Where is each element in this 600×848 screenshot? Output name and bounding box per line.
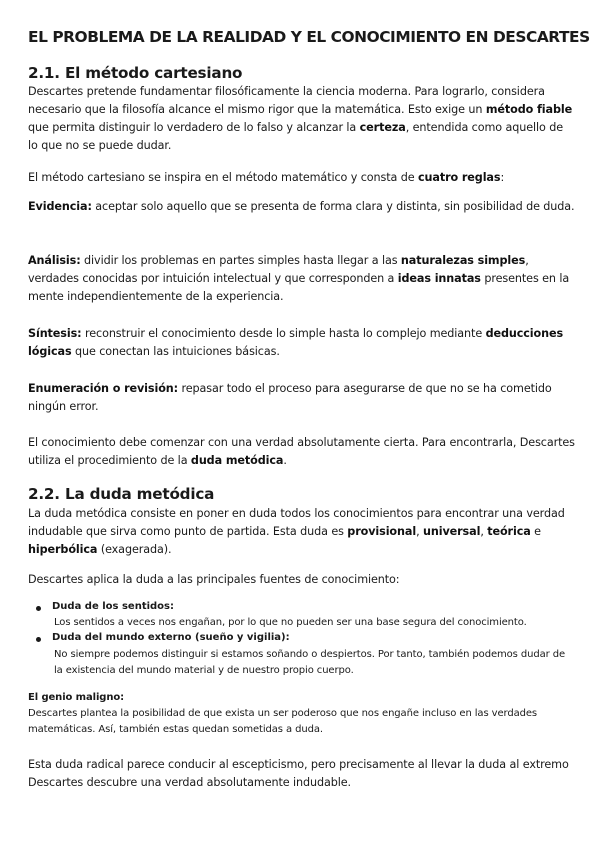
section-heading-metodo: 2.1. El método cartesiano xyxy=(28,64,243,82)
rule-enumeracion: Enumeración o revisión: repasar todo el proceso para asegurarse de que no se ha cometido ningún error. xyxy=(28,382,552,413)
page-title: EL PROBLEMA DE LA REALIDAD Y EL CONOCIMIENTO EN DESCARTES xyxy=(28,28,590,46)
paragraph-metodo-intro: Descartes pretende fundamentar filosóficamente la ciencia moderna. Para lograrlo, considera necesario que la filosofía alcance el mismo rigor que la matemática. Esto exige un método fiable que permita distinguir lo verdadero de lo falso y alcanzar la certeza, entendida como aquello de lo que no se puede dudar. xyxy=(28,85,573,152)
rule-label: Análisis: xyxy=(28,254,81,267)
rule-analisis: Análisis: dividir los problemas en partes simples hasta llegar a las naturalezas simples, verdades conocidas por intuición intelectual y que corresponden a ideas innatas presentes en la mente independientemente de la experiencia. xyxy=(28,254,570,303)
bullet-text-mundo-externo: No siempre podemos distinguir si estamos soñando o despiertos. Por tanto, también podemos dudar de la existencia del mundo material y de nuestro propio cuerpo. xyxy=(54,649,565,676)
bullet-text-sentidos: Los sentidos a veces nos engañan, por lo que no pueden ser una base segura del conocimiento. xyxy=(54,617,527,628)
paragraph-sources-intro: Descartes aplica la duda a las principales fuentes de conocimiento: xyxy=(28,573,400,586)
bullet-dot xyxy=(36,637,41,642)
rule-sintesis: Síntesis: reconstruir el conocimiento desde lo simple hasta lo complejo mediante deducciones lógicas que conectan las intuiciones básicas. xyxy=(28,327,564,358)
paragraph-rules-intro: El método cartesiano se inspira en el método matemático y consta de cuatro reglas: xyxy=(28,171,505,184)
rule-label: Enumeración o revisión: xyxy=(28,382,179,395)
section-heading-duda: 2.2. La duda metódica xyxy=(28,485,215,503)
genio-maligno-text: Descartes plantea la posibilidad de que exista un ser poderoso que nos engañe incluso en las verdades matemáticas. Así, también estas quedan sometidas a duda. xyxy=(28,708,538,735)
bullet-label-sentidos: Duda de los sentidos: xyxy=(52,601,175,612)
rule-label: Evidencia: xyxy=(28,200,92,213)
rule-label: Síntesis: xyxy=(28,327,82,340)
paragraph-duda-closing: Esta duda radical parece conducir al escepticismo, pero precisamente al llevar la duda al extremo Descartes descubre una verdad absolutamente indudable. xyxy=(28,758,569,789)
genio-maligno-label: El genio maligno: xyxy=(28,692,125,703)
paragraph-metodo-closing: El conocimiento debe comenzar con una verdad absolutamente cierta. Para encontrarla, Descartes utiliza el procedimiento de la duda metódica. xyxy=(28,436,575,467)
rule-evidencia: Evidencia: aceptar solo aquello que se presenta de forma clara y distinta, sin posibilidad de duda. xyxy=(28,200,575,213)
bullet-dot xyxy=(36,606,41,611)
bullet-label-mundo-externo: Duda del mundo externo (sueño y vigilia): xyxy=(52,632,290,643)
paragraph-duda-intro: La duda metódica consiste en poner en duda todos los conocimientos para encontrar una verdad indudable que sirva como punto de partida. Esta duda es provisional, universal, teórica e hiperbólica (exagerada). xyxy=(28,507,565,556)
